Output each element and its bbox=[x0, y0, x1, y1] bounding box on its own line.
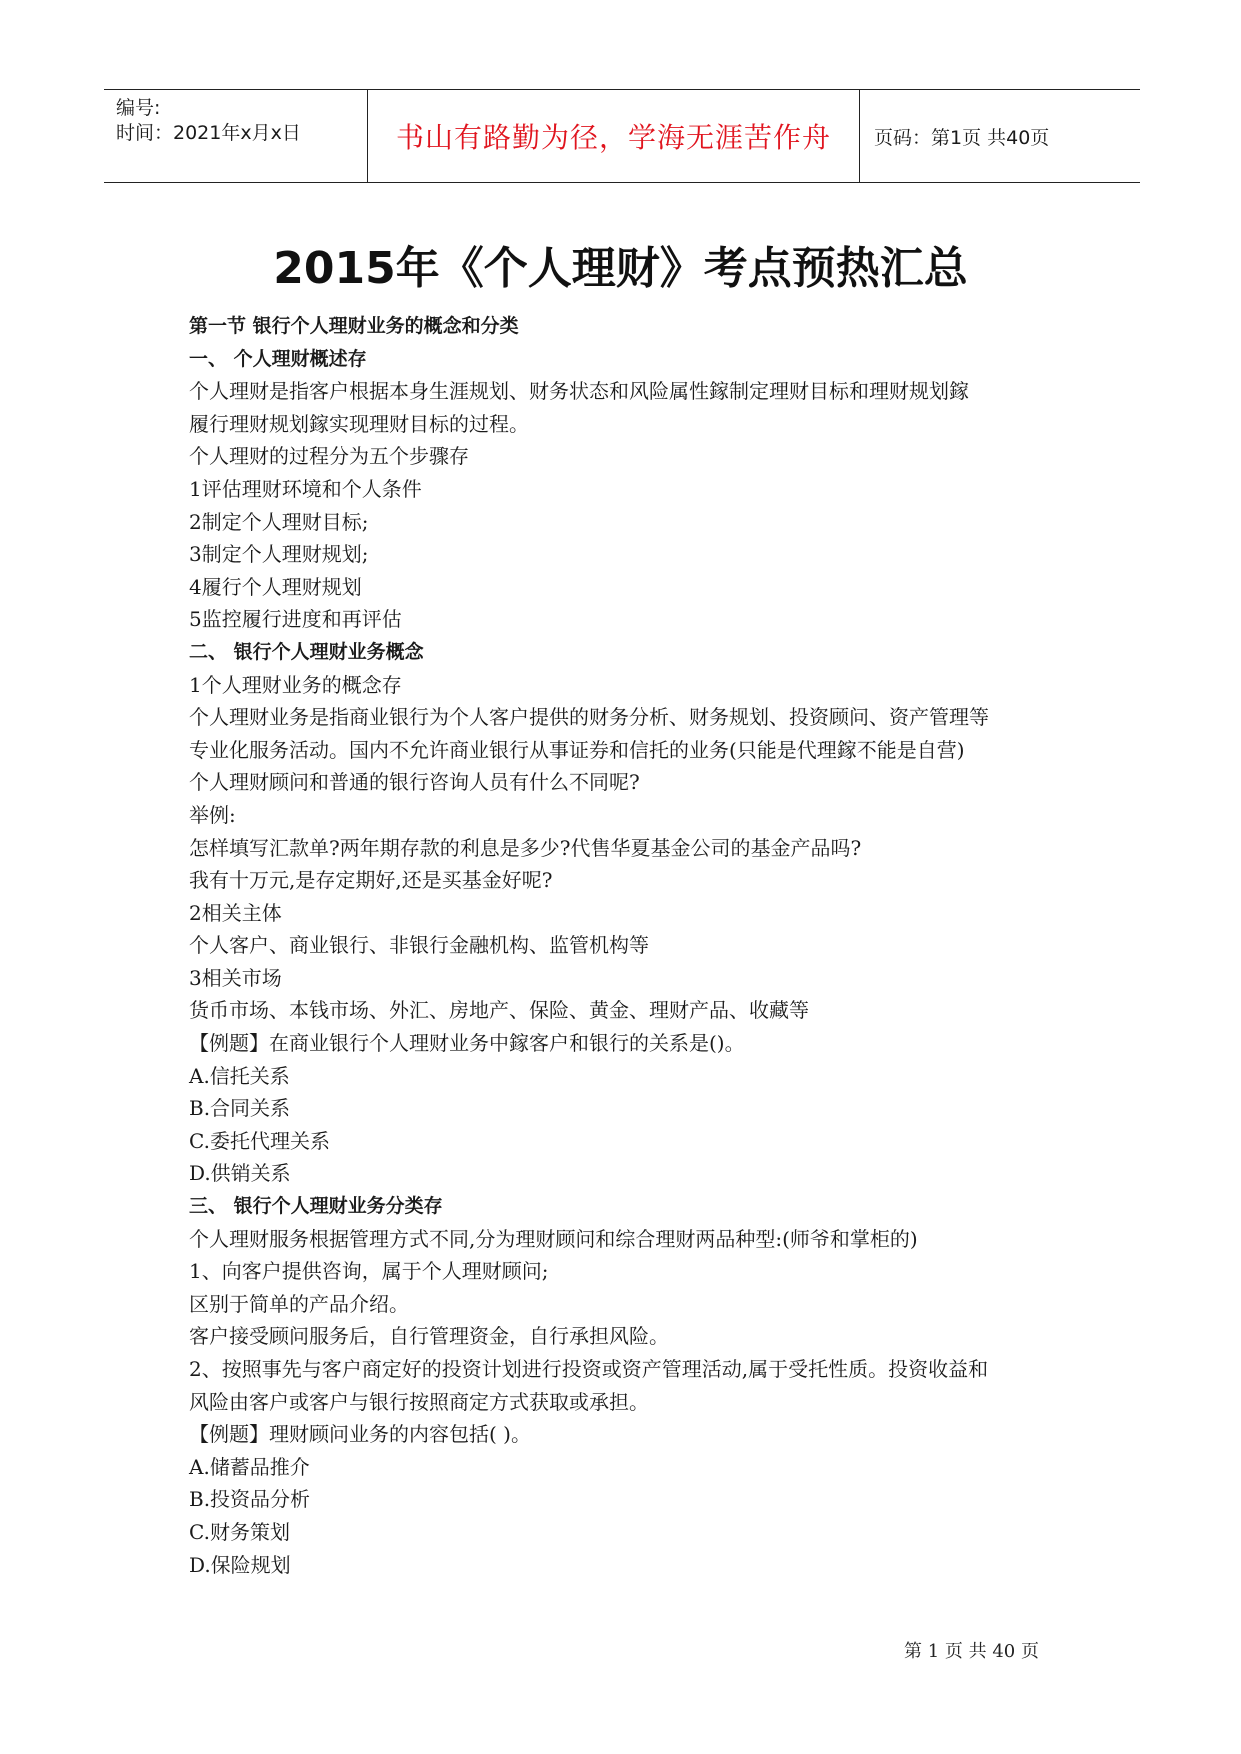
motto-text: 书山有路勤为径，学海无涯苦作舟 bbox=[395, 121, 831, 154]
text-line: 个人理财是指客户根据本身生涯规划、财务状态和风险属性鎵制定理财目标和理财规划鎵 bbox=[189, 379, 969, 404]
document-number-label: 编号: bbox=[116, 97, 161, 119]
text-line: 2制定个人理财目标; bbox=[189, 509, 369, 534]
header-motto-cell bbox=[368, 90, 860, 182]
text-line: B.合同关系 bbox=[189, 1096, 291, 1121]
text-line: 3制定个人理财规划; bbox=[189, 542, 369, 567]
text-line: 个人理财业务是指商业银行为个人客户提供的财务分析、财务规划、投资顾问、资产管理等 bbox=[189, 705, 989, 730]
page-info-label: 页码：第1页 共40页 bbox=[874, 126, 1050, 149]
text-line: 1评估理财环境和个人条件 bbox=[189, 476, 422, 501]
text-line: 个人理财顾问和普通的银行咨询人员有什么不同呢? bbox=[189, 770, 640, 795]
text-line: 1、向客户提供咨询，属于个人理财顾问; bbox=[189, 1259, 549, 1284]
text-line: C.财务策划 bbox=[189, 1519, 290, 1544]
text-line: 区别于简单的产品介绍。 bbox=[189, 1291, 409, 1316]
text-line: 1个人理财业务的概念存 bbox=[189, 672, 402, 697]
header-page-cell bbox=[860, 90, 1140, 182]
text-line: 2、按照事先与客户商定好的投资计划进行投资或资产管理活动,属于受托性质。投资收益和 bbox=[189, 1357, 989, 1381]
text-line: 5监控履行进度和再评估 bbox=[189, 607, 402, 632]
section-heading: 二、 银行个人理财业务概念 bbox=[189, 640, 424, 663]
text-line: 2相关主体 bbox=[189, 900, 282, 925]
text-line: 客户接受顾问服务后，自行管理资金，自行承担风险。 bbox=[189, 1324, 669, 1349]
text-line: 风险由客户或客户与银行按照商定方式获取或承担。 bbox=[189, 1389, 649, 1414]
text-line: 怎样填写汇款单?两年期存款的利息是多少?代售华夏基金公司的基金产品吗? bbox=[189, 835, 862, 860]
text-line: 【例题】在商业银行个人理财业务中鎵客户和银行的关系是()。 bbox=[189, 1031, 745, 1056]
text-line: 个人理财服务根据管理方式不同,分为理财顾问和综合理财两品种型:(师爷和掌柜的) bbox=[189, 1226, 918, 1251]
page-title: 2015年《个人理财》考点预热汇总 bbox=[273, 243, 968, 294]
document-body bbox=[189, 310, 1069, 1581]
text-line: 货币市场、本钱市场、外汇、房地产、保险、黄金、理财产品、收藏等 bbox=[189, 998, 809, 1023]
text-line: D.供销关系 bbox=[189, 1161, 291, 1186]
text-line: 个人理财的过程分为五个步骤存 bbox=[189, 444, 469, 469]
text-line: 举例: bbox=[189, 802, 236, 827]
document-time-label: 时间：2021年x月x日 bbox=[116, 122, 301, 144]
text-line: A.储蓄品推介 bbox=[189, 1454, 310, 1479]
text-line: 我有十万元,是存定期好,还是买基金好呢? bbox=[189, 868, 553, 893]
section-heading: 一、 个人理财概述存 bbox=[189, 347, 367, 370]
header-table bbox=[104, 89, 1140, 183]
text-line: 个人客户、商业银行、非银行金融机构、监管机构等 bbox=[189, 933, 649, 958]
page-footer: 第 1 页 共 40 页 bbox=[904, 1641, 1039, 1662]
text-line: B.投资品分析 bbox=[189, 1487, 311, 1512]
text-line: C.委托代理关系 bbox=[189, 1128, 330, 1153]
text-line: 【例题】理财顾问业务的内容包括( )。 bbox=[189, 1422, 531, 1447]
section-heading: 三、 银行个人理财业务分类存 bbox=[189, 1195, 443, 1218]
header-meta-cell bbox=[104, 90, 368, 182]
text-line: D.保险规划 bbox=[189, 1552, 291, 1577]
text-line: 履行理财规划鎵实现理财目标的过程。 bbox=[189, 411, 529, 436]
text-line: 专业化服务活动。国内不允许商业银行从事证券和信托的业务(只能是代理鎵不能是自营) bbox=[189, 737, 965, 762]
section-heading: 第一节 银行个人理财业务的概念和分类 bbox=[189, 315, 519, 337]
text-line: 3相关市场 bbox=[189, 965, 282, 990]
text-line: 4履行个人理财规划 bbox=[189, 574, 362, 599]
text-line: A.信托关系 bbox=[189, 1063, 290, 1088]
